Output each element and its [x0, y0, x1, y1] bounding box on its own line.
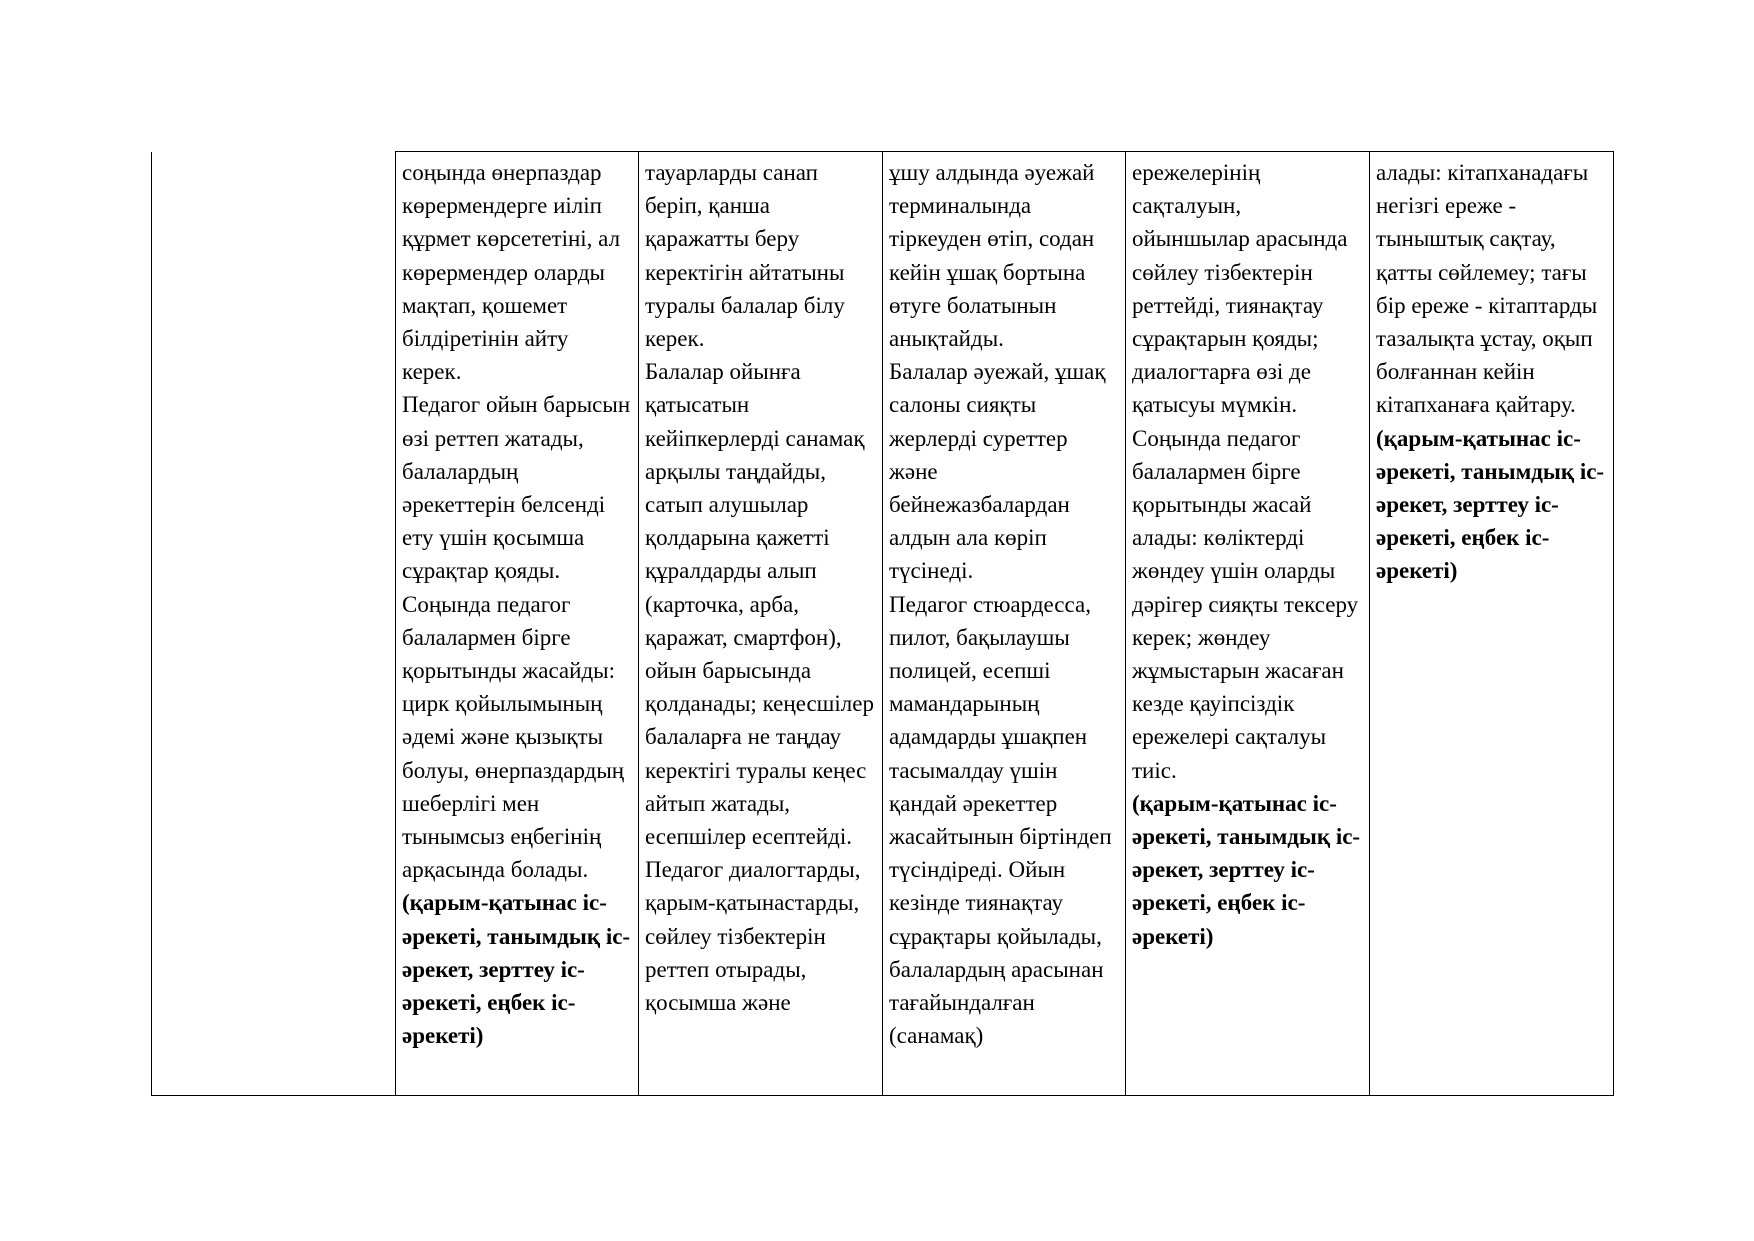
table-row	[152, 152, 1614, 1096]
cell-text: тауарларды санап беріп, қанша қаражатты беру керектігін айтатыны туралы балалар білу керек. Балалар ойынға қатысатын кейіпкерлерді санамақ арқылы таңдайды, сатып алушылар қолдарына қажетті құралдарды алып (карточка, арба, қаражат, смартфон), ойын барысында қолданады; кеңесшілер балаларға не таңдау керектігі туралы кеңес айтып жатады, есепшілер есептейді. Педагог диалогтарды, қарым-қатынастарды, сөйлеу тізбектерін реттеп отырады, қосымша және	[645, 160, 874, 1016]
table-cell-5	[1126, 152, 1370, 1096]
table-cell-4	[883, 152, 1126, 1096]
table-cell-2	[396, 152, 639, 1096]
plan-table	[151, 151, 1614, 1096]
activity-types: (қарым-қатынас іс-әрекеті, танымдық іс-әрекет, зерттеу іс-әрекеті, еңбек іс-әрекеті)	[1376, 425, 1605, 584]
cell-text: ережелерінің сақталуын, ойыншылар арасында сөйлеу тізбектерін реттейді, тиянақтау сұрақтарын қояды; диалогтарға өзі де қатысуы мүмкін. Соңында педагог балалармен бірге қорытынды жасай алады: көліктерді жөндеу үшін оларды дәрігер сияқты тексеру керек; жөндеу жұмыстарын жасаған кезде қауіпсіздік ережелері сақталуы тиіс.	[1132, 160, 1359, 783]
table-cell-3	[639, 152, 883, 1096]
table-cell-1	[152, 152, 396, 1096]
activity-types: (қарым-қатынас іс-әрекеті, танымдық іс-әрекет, зерттеу іс-әрекеті, еңбек іс-әрекеті)	[1132, 790, 1361, 949]
cell-text: ұшу алдында әуежай терминалында тіркеуден өтіп, содан кейін ұшақ бортына өтуге болатынын анықтайды. Балалар әуежай, ұшақ салоны сияқты жерлерді суреттер және бейнежазбалардан алдын ала көріп түсінеді. Педагог стюардесса, пилот, бақылаушы полицей, есепші мамандарының адамдарды ұшақпен тасымалдау үшін қандай әрекеттер жасайтынын біртіндеп түсіндіреді. Ойын кезінде тиянақтау сұрақтары қойылады, балалардың арасынан тағайындалған (санамақ)	[889, 160, 1112, 1049]
cell-text: соңында өнерпаздар көрермендерге иіліп құрмет көрсететіні, ал көрермендер оларды мақтап, қошемет білдіретінін айту керек. Педагог ойын барысын өзі реттеп жатады, балалардың әрекеттерін белсенді ету үшін қосымша сұрақтар қояды. Соңында педагог балалармен бірге қорытынды жасайды: цирк қойылымының әдемі және қызықты болуы, өнерпаздардың шеберлігі мен тынымсыз еңбегінің арқасында болады.	[402, 160, 631, 883]
table-cell-6	[1370, 152, 1614, 1096]
activity-types: (қарым-қатынас іс-әрекеті, танымдық іс-әрекет, зерттеу іс-әрекеті, еңбек іс-әрекеті)	[402, 890, 631, 1049]
cell-text: алады: кітапханадағы негізгі ереже - тыныштық сақтау, қатты сөйлемеу; тағы бір ереже - кітаптарды тазалықта ұстау, оқып болғаннан кейін кітапханаға қайтару.	[1376, 160, 1598, 418]
